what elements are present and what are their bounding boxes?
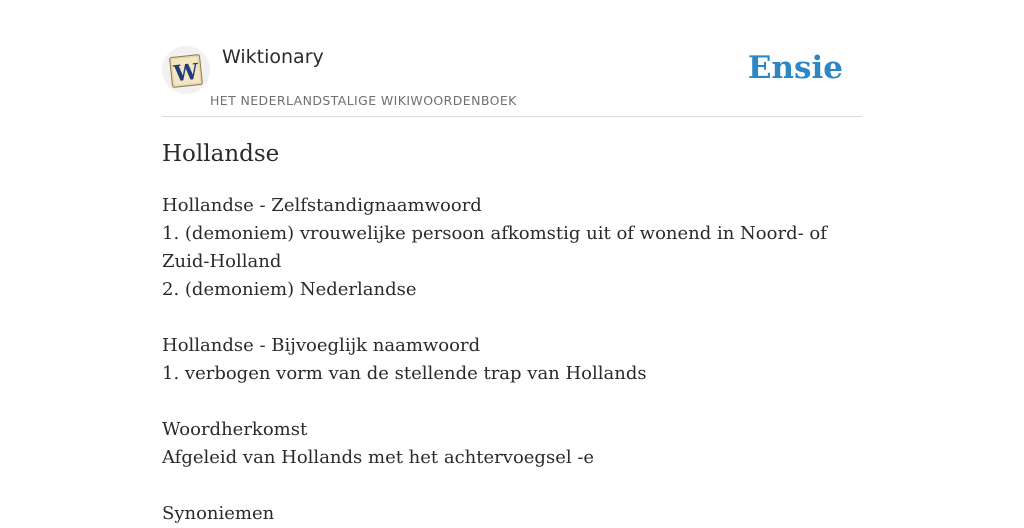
definition-line: Afgeleid van Hollands met het achtervoegsel -e xyxy=(162,447,595,468)
blank-line xyxy=(162,388,862,416)
wiktionary-logo-icon[interactable] xyxy=(162,46,210,94)
ensie-brand-link[interactable]: Ensie xyxy=(747,50,843,86)
logo-letter: W xyxy=(172,58,200,88)
definition-line: Woordherkomst xyxy=(162,419,308,440)
site-tagline: HET NEDERLANDSTALIGE WIKIWOORDENBOEK xyxy=(210,93,517,108)
site-header xyxy=(162,0,862,117)
site-name[interactable]: Wiktionary xyxy=(222,46,324,68)
blank-line xyxy=(162,304,862,332)
definition-line: 1. (demoniem) vrouwelijke persoon afkomstig uit of wonend in Noord- of Zuid-Holland xyxy=(162,223,827,272)
page-title: Hollandse xyxy=(162,141,280,167)
article xyxy=(162,136,862,528)
blank-line xyxy=(162,472,862,500)
definition-line: 1. verbogen vorm van de stellende trap van Hollands xyxy=(162,363,647,384)
logo-tile-graphic xyxy=(162,46,210,94)
definition-body xyxy=(162,192,862,528)
definition-line: Hollandse - Bijvoeglijk naamwoord xyxy=(162,335,481,356)
definition-line: 2. (demoniem) Nederlandse xyxy=(162,279,417,300)
definition-line: Hollandse - Zelfstandignaamwoord xyxy=(162,195,482,216)
definition-line: Synoniemen xyxy=(162,503,275,524)
